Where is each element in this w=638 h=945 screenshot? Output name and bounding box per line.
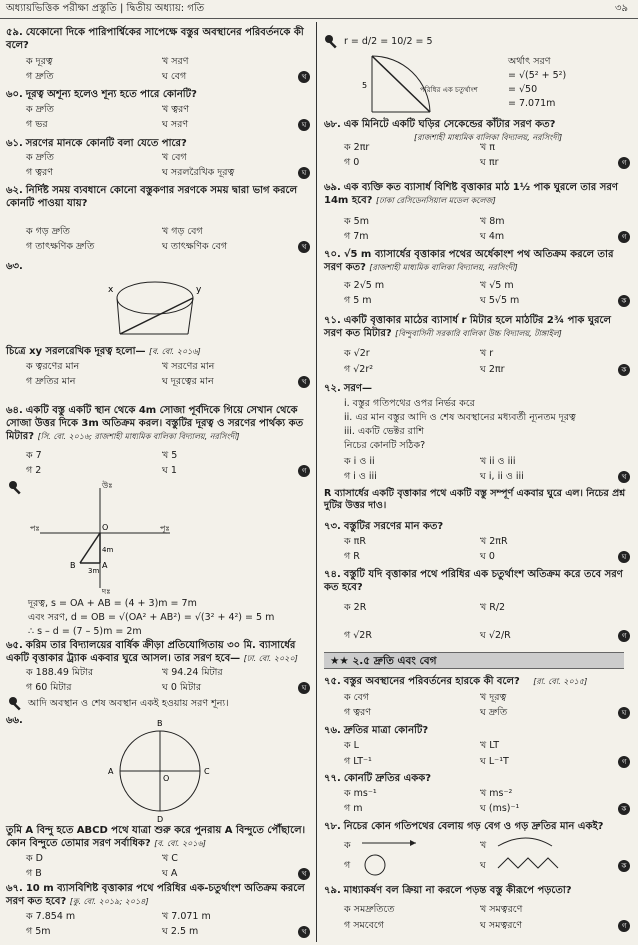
option[interactable]: ক D xyxy=(26,853,43,864)
option[interactable]: গ 60 মিটার xyxy=(26,682,72,693)
column-divider xyxy=(316,22,317,942)
question-61: ৬১. সরণের মানকে কোনটি বলা যেতে পারে? xyxy=(6,138,187,149)
svg-text:C: C xyxy=(204,767,210,776)
option[interactable]: খ R/2 xyxy=(480,602,506,613)
answer-badge: খ xyxy=(618,471,630,483)
option[interactable]: ক √2r xyxy=(344,348,370,359)
svg-text:3m: 3m xyxy=(88,567,100,575)
svg-text:পূঃ: পূঃ xyxy=(160,524,170,533)
option[interactable]: ক দ্রুতি xyxy=(26,152,54,163)
option[interactable]: গ 0 xyxy=(344,157,360,168)
option[interactable]: ক বেগ xyxy=(344,692,370,703)
solution-line: = 7.071m xyxy=(508,98,556,109)
question-65: ৬৫. করিম তার বিদ্যালয়ের বার্ষিক ক্রীড়া প্রতিযোগিতায় ৩০ মি. ব্যাসার্ধের একটি বৃত্তাকার ট্র্যাক একবার ঘুরে আসল। তার সরণ হবে— [ঢা. বো. ২০২০] xyxy=(6,640,298,664)
answer-badge: খ xyxy=(298,926,310,938)
solution-line: এবং সরণ, d = OB = √(OA² + AB²) = √(3² + 4²) = 5 m xyxy=(28,612,275,623)
answer-badge: খ xyxy=(298,376,310,388)
svg-text:O: O xyxy=(102,523,109,532)
option[interactable]: ক i ও ii xyxy=(344,456,375,467)
option[interactable]: খ দূরত্ব xyxy=(480,692,507,703)
q66-diagram xyxy=(100,716,220,826)
statement: ii. এর মান বস্তুর আদি ও শেষ অবস্থানের মধ্যবর্তী ন্যূনতম দূরত্ব xyxy=(344,412,576,423)
question-69: ৬৯. এক ব্যক্তি কত ব্যাসার্ধ বিশিষ্ট বৃত্তাকার মাঠ 1½ পাক ঘুরলে তার সরণ 14m হবে? [ঢাকা রেসিডেনসিয়াল মডেল কলেজ] xyxy=(324,182,618,206)
question-63-num: ৬৩. xyxy=(6,261,23,272)
q67-diagram xyxy=(352,52,462,116)
option[interactable]: ক দ্রুতি xyxy=(26,104,54,115)
option[interactable]: ঘ সরণ xyxy=(162,119,189,130)
question-76: ৭৬. দ্রুতির মাত্রা কোনটি? xyxy=(324,725,429,736)
straight-path-icon xyxy=(360,836,420,850)
option[interactable]: গ xyxy=(344,860,351,871)
option[interactable]: ঘ তাৎক্ষণিক বেগ xyxy=(162,241,228,252)
question-79: ৭৯. মাধ্যাকর্ষণ বল ক্রিয়া না করলে পড়ন্ত বস্তু কীরূপে পড়তো? xyxy=(324,885,572,896)
header-title: অধ্যায়ভিত্তিক পরীক্ষা প্রস্তুতি | দ্বিতীয় অধ্যায়: গতি xyxy=(6,3,205,14)
answer-badge: ক xyxy=(618,295,630,307)
option[interactable]: ঘ A xyxy=(162,868,178,879)
option[interactable]: গ LT⁻¹ xyxy=(344,756,372,767)
q63-diagram xyxy=(100,270,210,345)
answer-badge: খ xyxy=(298,71,310,83)
option[interactable]: ক L xyxy=(344,740,359,751)
option[interactable]: খ ত্বরণ xyxy=(162,104,189,115)
svg-text:O: O xyxy=(163,774,170,783)
question-77: ৭৭. কোনটি দ্রুতির একক? xyxy=(324,773,432,784)
svg-text:x: x xyxy=(108,285,114,295)
option[interactable]: খ C xyxy=(162,853,178,864)
option[interactable]: গ 5m xyxy=(26,926,51,937)
svg-text:B: B xyxy=(157,719,163,728)
option[interactable]: ক গড় দ্রুতি xyxy=(26,226,70,237)
option[interactable]: ঘ πr xyxy=(480,157,499,168)
svg-text:B: B xyxy=(70,561,76,570)
solution-line: ∴ s – d = (7 – 5)m = 2m xyxy=(28,626,142,637)
question-75: ৭৫. বস্তুর অবস্থানের পরিবর্তনের হারকে কী বলে? [রা. বো. ২০১৫] xyxy=(324,676,588,687)
page-number: ৩৯ xyxy=(615,3,628,14)
answer-badge: ঘ xyxy=(618,707,630,719)
section-heading: ★★ ২.৫ দ্রুতি এবং বেগ xyxy=(324,652,624,669)
question-73: ৭৩. বস্তুটির সরণের মান কত? xyxy=(324,521,444,532)
option[interactable]: ঘ (ms)⁻¹ xyxy=(480,803,520,814)
option[interactable]: গ 2 xyxy=(26,465,42,476)
option[interactable]: ঘ 0 মিটার xyxy=(162,682,202,693)
option[interactable]: খ ms⁻² xyxy=(480,788,513,799)
option[interactable]: গ সমবেগে xyxy=(344,920,384,931)
option[interactable]: খ xyxy=(480,840,487,851)
option[interactable]: খ গড় বেগ xyxy=(162,226,203,237)
option[interactable]: ঘ i, ii ও iii xyxy=(480,471,524,482)
option[interactable]: ক ms⁻¹ xyxy=(344,788,377,799)
answer-badge: খ xyxy=(298,868,310,880)
diagram-label: পরিধির এক চতুর্থাংশ xyxy=(420,86,478,94)
option[interactable]: ক 188.49 মিটার xyxy=(26,667,94,678)
key-icon xyxy=(8,696,24,712)
option[interactable]: গ ত্বরণ xyxy=(26,167,53,178)
zigzag-path-icon xyxy=(496,854,562,872)
option[interactable]: ক xyxy=(344,840,351,851)
question-66: তুমি A বিন্দু হতে ABCD পথে যাত্রা শুরু করে পুনরায় A বিন্দুতে পৌঁছালে। কোন বিন্দুতে তোমার সরণ সর্বাধিক? [ব. বো. ২০১৬] xyxy=(6,825,306,849)
option[interactable]: খ 8m xyxy=(480,216,505,227)
question-67: ৬৭. 10 m ব্যাসবিশিষ্ট বৃত্তাকার পথে পরিধির এক-চতুর্থাংশ অতিক্রম করলে সরণ কত হবে? [কু. বো. ২০১৯; ২০১৪] xyxy=(6,883,305,907)
q64-diagram xyxy=(30,478,200,598)
answer-badge: ক xyxy=(618,860,630,872)
option[interactable]: ঘ বেগ xyxy=(162,71,187,82)
option[interactable]: খ 2πR xyxy=(480,536,508,547)
option[interactable]: খ সরণের মান xyxy=(162,361,215,372)
svg-text:D: D xyxy=(157,815,164,824)
option[interactable]: ঘ সমত্বরণে xyxy=(480,920,522,931)
option[interactable]: ঘ দূরত্বের মান xyxy=(162,376,214,387)
statement: i. বস্তুর গতিপথের ওপর নির্ভর করে xyxy=(344,398,475,409)
option[interactable]: খ বেগ xyxy=(162,152,187,163)
option[interactable]: গ দ্রুতির মান xyxy=(26,376,76,387)
svg-text:উঃ: উঃ xyxy=(102,481,113,490)
option[interactable]: খ π xyxy=(480,142,495,153)
svg-text:পঃ: পঃ xyxy=(30,524,40,533)
question-70: ৭০. √5 m ব্যাসার্ধের বৃত্তাকার পথের অর্ধেকাংশ পথ অতিক্রম করলে তার সরণ কত? [রাজশাহী মাধ্যমিক বালিকা বিদ্যালয়, নরসিংদী] xyxy=(324,249,614,273)
option[interactable]: খ 94.24 মিটার xyxy=(162,667,223,678)
option[interactable]: খ 5 xyxy=(162,450,178,461)
page-header xyxy=(0,0,638,19)
option[interactable]: ঘ 2.5 m xyxy=(162,926,199,937)
option[interactable]: গ m xyxy=(344,803,363,814)
statement: নিচের কোনটি সঠিক? xyxy=(344,440,426,451)
option[interactable]: ক দূরত্ব xyxy=(26,56,53,67)
option[interactable]: ক ত্বরণের মান xyxy=(26,361,80,372)
option[interactable]: গ √2R xyxy=(344,630,372,641)
option[interactable]: ঘ দ্রুতি xyxy=(480,707,508,718)
option[interactable]: খ 7.071 m xyxy=(162,911,211,922)
passage-stem: R ব্যাসার্ধের একটি বৃত্তাকার পথে একটি বস্তু সম্পূর্ণ একবার ঘুরে এল। নিচের প্রশ্ন দুটির উত্তর দাও। xyxy=(324,488,626,511)
question-74: ৭৪. বস্তুটি যদি বৃত্তাকার পথে পরিধির এক চতুর্থাংশ অতিক্রম করে তবে সরণ কত হবে? xyxy=(324,569,623,593)
solution-line: দূরত্ব, s = OA + AB = (4 + 3)m = 7m xyxy=(28,598,197,609)
option[interactable]: ঘ 5√5 m xyxy=(480,295,520,306)
answer-badge: খ xyxy=(298,241,310,253)
option[interactable]: ক 2πr xyxy=(344,142,370,153)
option[interactable]: ঘ 1 xyxy=(162,465,177,476)
question-78: ৭৮. নিচের কোন গতিপথের বেলায় গড় বেগ ও গড় দ্রুতির মান একই? xyxy=(324,821,604,832)
option[interactable]: গ R xyxy=(344,551,360,562)
svg-text:A: A xyxy=(108,767,114,776)
question-63: চিত্রে xy সরলরেখিক দূরত্ব হলো— [ব. বো. ২০১৬] xyxy=(6,346,201,357)
option[interactable]: ক সমদ্রুতিতে xyxy=(344,904,395,915)
option[interactable]: গ √2r² xyxy=(344,364,374,375)
option[interactable]: গ B xyxy=(26,868,42,879)
solution-line: = √50 xyxy=(508,84,538,95)
answer-badge: ক xyxy=(618,803,630,815)
option[interactable]: ঘ 4m xyxy=(480,231,505,242)
option[interactable]: গ ভর xyxy=(26,119,48,130)
note: আদি অবস্থান ও শেষ অবস্থান একই হওয়ায় সরণ শূন্য। xyxy=(28,698,229,709)
svg-text:A: A xyxy=(102,561,108,570)
option[interactable]: ঘ L⁻¹T xyxy=(480,756,509,767)
option[interactable]: ঘ xyxy=(480,860,486,871)
statement: iii. একটি ভেক্টর রাশি xyxy=(344,426,424,437)
question-72: ৭২. সরণ— xyxy=(324,383,372,394)
question-62: ৬২. নির্দিষ্ট সময় ব্যবধানে কোনো বস্তুকণার সরণকে সময় দ্বারা ভাগ করলে কোনটি পাওয়া যায়? xyxy=(6,185,298,209)
answer-badge: গ xyxy=(298,465,310,477)
option[interactable]: ঘ 2πr xyxy=(480,364,505,375)
option[interactable]: গ i ও iii xyxy=(344,471,377,482)
svg-text:4m: 4m xyxy=(102,546,114,554)
answer-badge: গ xyxy=(618,157,630,169)
svg-text:y: y xyxy=(196,285,202,295)
option[interactable]: ক 5m xyxy=(344,216,369,227)
option[interactable]: ঘ সরলরৈখিক দূরত্ব xyxy=(162,167,235,178)
answer-badge: গ xyxy=(618,756,630,768)
option[interactable]: ক πR xyxy=(344,536,366,547)
answer-badge: ঘ xyxy=(298,119,310,131)
svg-text:দঃ: দঃ xyxy=(102,587,111,596)
option[interactable]: খ LT xyxy=(480,740,500,751)
answer-badge: গ xyxy=(618,920,630,932)
answer-badge: ঘ xyxy=(298,682,310,694)
answer-badge: গ xyxy=(618,231,630,243)
question-71: ৭১. একটি বৃত্তাকার মাঠের ব্যাসার্ধ r মিটার হলে মাঠটির 2¾ পাক ঘুরলে সরণ কত মিটার? [বিন্দুবাসিনী সরকারি বালিকা উচ্চ বিদ্যালয়, টাঙ্গাইল] xyxy=(324,315,611,339)
answer-badge: ঘ xyxy=(618,551,630,563)
option[interactable]: গ 7m xyxy=(344,231,369,242)
question-60: ৬০. দূরত্ব অশূন্য হলেও শূন্য হতে পারে কোনটি? xyxy=(6,89,197,100)
curved-path-icon xyxy=(496,834,556,850)
answer-badge: ক xyxy=(618,364,630,376)
solution-line: = √(5² + 5²) xyxy=(508,70,567,81)
answer-badge: ঘ xyxy=(298,167,310,179)
question-59: ৫৯. যেকোনো দিকে পারিপার্শ্বিকের সাপেক্ষে বস্তুর অবস্থানের পরিবর্তনকে কী বলে? xyxy=(6,27,304,51)
option[interactable]: খ ii ও iii xyxy=(480,456,516,467)
option[interactable]: গ দ্রুতি xyxy=(26,71,54,82)
option[interactable]: ক 2√5 m xyxy=(344,280,385,291)
option[interactable]: খ সরণ xyxy=(162,56,189,67)
answer-badge: গ xyxy=(618,630,630,642)
option[interactable]: গ তাৎক্ষণিক দ্রুতি xyxy=(26,241,95,252)
key-icon xyxy=(324,34,340,50)
svg-text:5 xyxy=(398,115,403,116)
option[interactable]: খ √5 m xyxy=(480,280,514,291)
option[interactable]: খ সমত্বরণে xyxy=(480,904,523,915)
solution-line: অর্থাৎ সরণ xyxy=(508,56,551,67)
option[interactable]: ক 7.854 m xyxy=(26,911,76,922)
option[interactable]: ঘ √2/R xyxy=(480,630,511,641)
option[interactable]: ক 2R xyxy=(344,602,367,613)
question-64: ৬৪. একটি বস্তু একটি স্থান থেকে 4m সোজা পূর্বদিকে গিয়ে সেখান থেকে সোজা উত্তর দিকে 3m অতিক্রম করল। বস্তুটির দূরত্ব ও সরণের পার্থক্য কত মিটার? [সি. বো. ২০১৬; রাজশাহী মাধ্যমিক বালিকা বিদ্যালয়, নরসিংদী] xyxy=(6,405,304,442)
question-68: ৬৮. এক মিনিটে একটি ঘড়ির সেকেন্ডের কাঁটার সরণ কত? [রাজশাহী মাধ্যমিক বালিকা বিদ্যালয়, নরসিংদী] xyxy=(324,119,563,142)
key-icon xyxy=(8,480,24,496)
option[interactable]: গ ত্বরণ xyxy=(344,707,371,718)
question-66-num: ৬৬. xyxy=(6,715,23,726)
solution-line: r = d/2 = 10/2 = 5 xyxy=(344,36,433,47)
svg-text:5: 5 xyxy=(362,81,368,90)
option[interactable]: গ 5 m xyxy=(344,295,372,306)
option[interactable]: ঘ 0 xyxy=(480,551,495,562)
circle-path-icon xyxy=(360,852,390,878)
option[interactable]: খ r xyxy=(480,348,494,359)
option[interactable]: ক 7 xyxy=(26,450,42,461)
